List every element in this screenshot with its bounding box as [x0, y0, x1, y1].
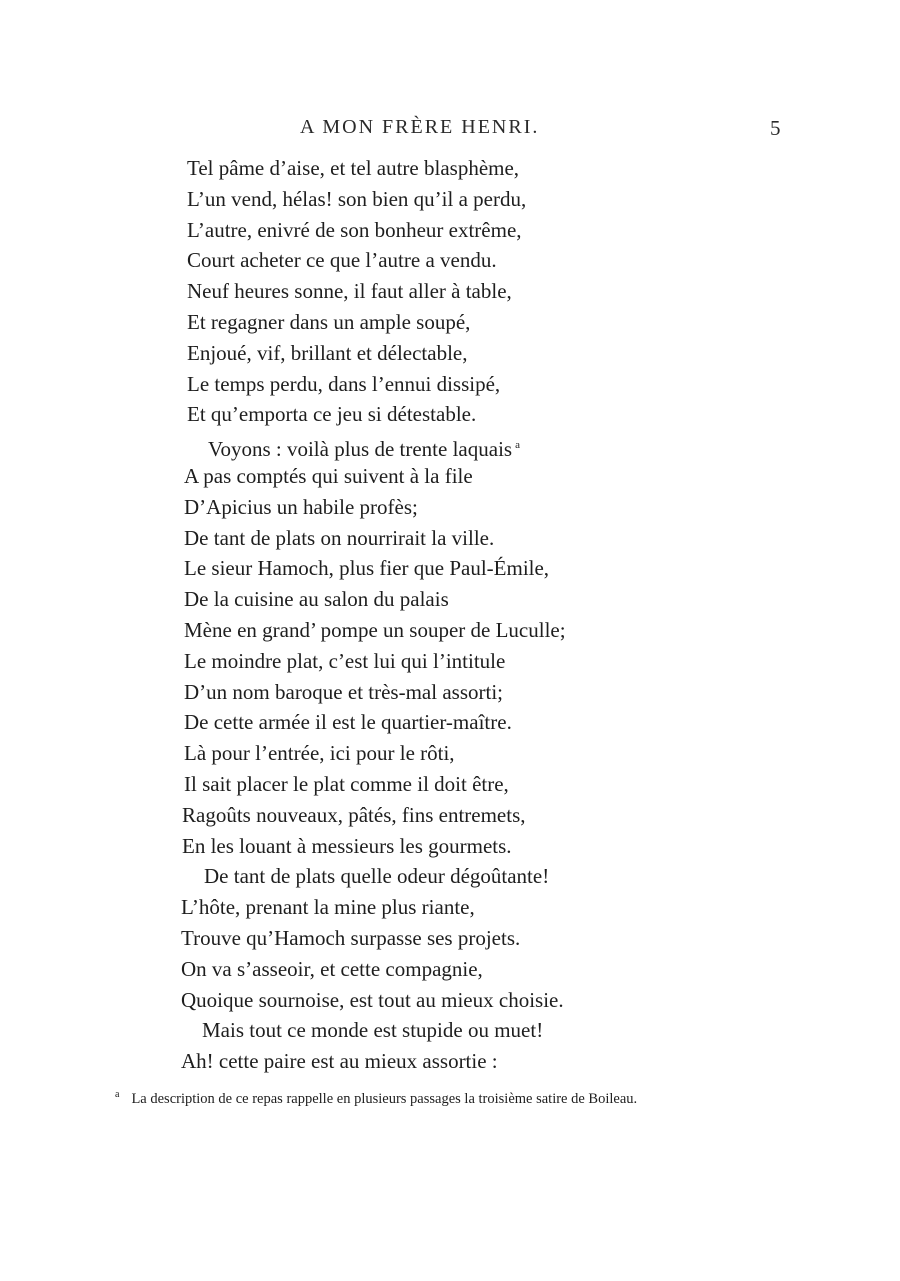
verse-line	[181, 985, 564, 1015]
verse-line	[187, 338, 467, 368]
verse-line	[184, 707, 512, 737]
verse-line	[182, 831, 512, 861]
verse-text: Il sait placer le plat comme il doit être,	[184, 772, 509, 796]
verse-text: D’Apicius un habile profès;	[184, 495, 418, 519]
verse-line	[184, 492, 418, 522]
verse-text: De tant de plats on nourrirait la ville.	[184, 526, 495, 550]
running-title: A MON FRÈRE HENRI.	[300, 116, 540, 138]
verse-line	[187, 245, 497, 275]
verse-text: Le moindre plat, c’est lui qui l’intitule	[184, 649, 506, 673]
verse-line	[187, 307, 470, 337]
verse-text: D’un nom baroque et très-mal assorti;	[184, 680, 503, 704]
footnote-marker: a	[115, 1089, 120, 1100]
verse-text: L’un vend, hélas! son bien qu’il a perdu,	[187, 187, 527, 211]
verse-line	[181, 954, 483, 984]
verse-line	[187, 153, 519, 183]
verse-line	[184, 769, 509, 799]
verse-line	[181, 1046, 498, 1076]
verse-text: Neuf heures sonne, il faut aller à table,	[187, 279, 512, 303]
verse-line	[208, 430, 520, 460]
footnote-reference-marker: a	[515, 439, 520, 451]
verse-line	[187, 276, 512, 306]
verse-line	[182, 800, 526, 830]
verse-text: En les louant à messieurs les gourmets.	[182, 834, 512, 858]
verse-line	[184, 615, 566, 645]
verse-text: A pas comptés qui suivent à la file	[184, 464, 473, 488]
verse-text: Ragoûts nouveaux, pâtés, fins entremets,	[182, 803, 526, 827]
verse-text: Trouve qu’Hamoch surpasse ses projets.	[181, 926, 521, 950]
verse-line	[184, 584, 449, 614]
verse-line	[184, 738, 455, 768]
verse-line	[187, 399, 476, 429]
verse-line	[184, 646, 505, 676]
verse-line	[184, 461, 473, 491]
verse-line	[204, 861, 549, 891]
verse-text: Le sieur Hamoch, plus fier que Paul-Émile,	[184, 556, 550, 580]
verse-text: Ah! cette paire est au mieux assortie :	[181, 1049, 498, 1073]
verse-line	[187, 369, 500, 399]
footnote	[115, 1089, 795, 1108]
verse-text: Là pour l’entrée, ici pour le rôti,	[184, 741, 455, 765]
verse-text: De cette armée il est le quartier-maître.	[184, 710, 512, 734]
verse-text: Quoique sournoise, est tout au mieux choisie.	[181, 988, 564, 1012]
verse-text: De tant de plats quelle odeur dégoûtante!	[204, 864, 550, 888]
verse-line	[187, 184, 526, 214]
verse-text: Tel pâme d’aise, et tel autre blasphème,	[187, 156, 520, 180]
verse-text: On va s’asseoir, et cette compagnie,	[181, 957, 483, 981]
footnote-text: La description de ce repas rappelle en plusieurs passages la troisième satire de Boileau.	[131, 1090, 638, 1107]
verse-text: Mène en grand’ pompe un souper de Luculle;	[184, 618, 566, 642]
verse-line	[187, 215, 522, 245]
page-number: 5	[770, 116, 781, 140]
verse-line	[184, 523, 494, 553]
verse-text: Le temps perdu, dans l’ennui dissipé,	[187, 372, 501, 396]
running-header	[0, 116, 900, 144]
verse-line	[181, 923, 520, 953]
verse-text: L’hôte, prenant la mine plus riante,	[181, 895, 475, 919]
verse-text: Enjoué, vif, brillant et délectable,	[187, 341, 468, 365]
verse-text: Mais tout ce monde est stupide ou muet!	[202, 1018, 544, 1042]
verse-text: Voyons : voilà plus de trente laquais	[208, 437, 513, 461]
verse-text: Court acheter ce que l’autre a vendu.	[187, 248, 497, 272]
verse-text: De la cuisine au salon du palais	[184, 587, 449, 611]
verse-line	[202, 1015, 543, 1045]
verse-text: Et regagner dans un ample soupé,	[187, 310, 471, 334]
verse-line	[184, 553, 549, 583]
verse-line	[184, 677, 503, 707]
verse-text: Et qu’emporta ce jeu si détestable.	[187, 402, 477, 426]
verse-text: L’autre, enivré de son bonheur extrême,	[187, 218, 522, 242]
verse-line	[181, 892, 475, 922]
